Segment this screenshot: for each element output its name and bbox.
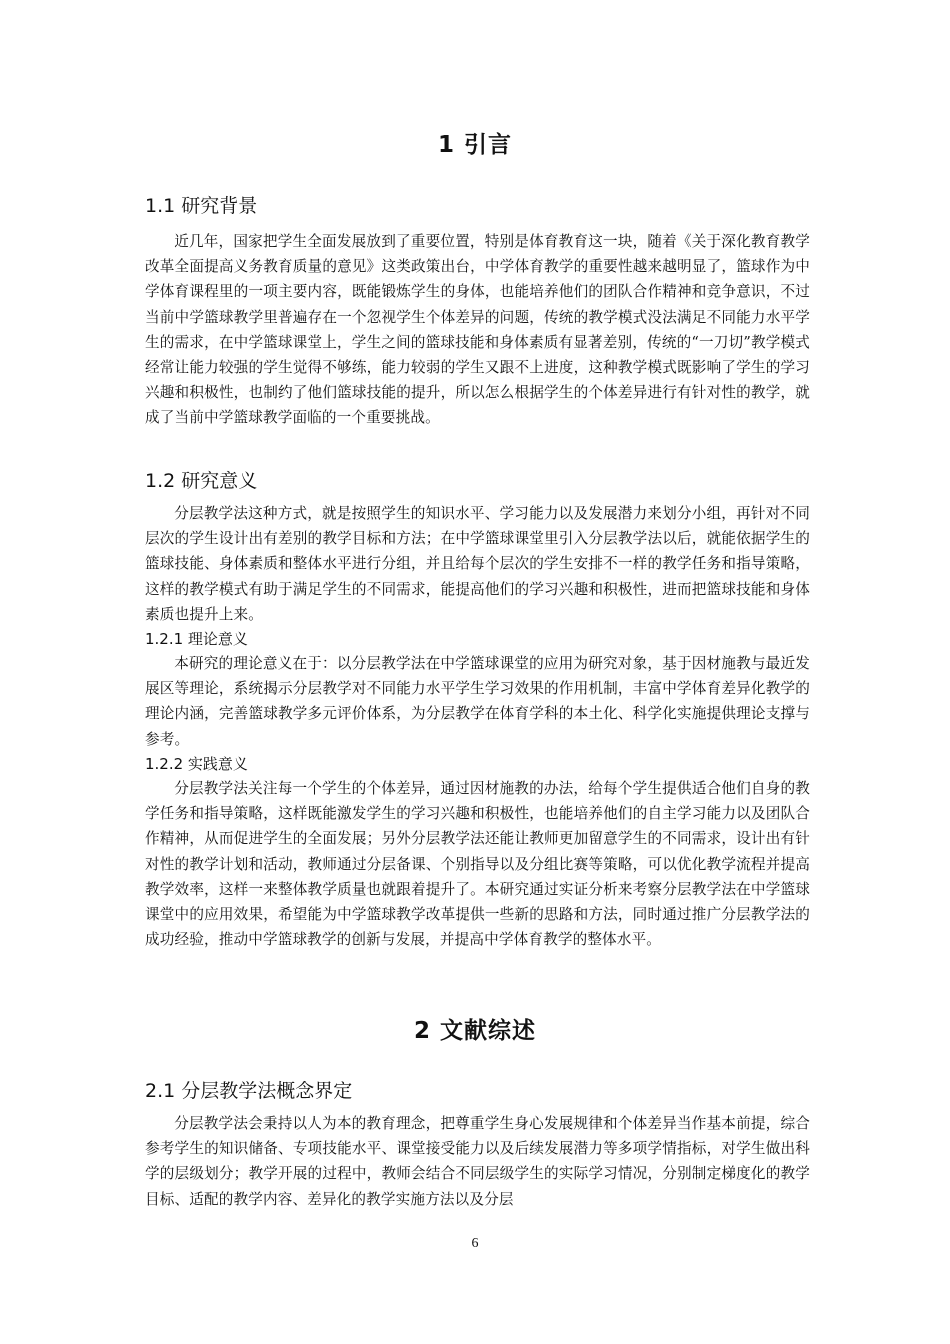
chapter-1-title: 1 引言 [437,132,512,158]
page-number: 6 [471,1236,479,1251]
section-2-1-paragraph: 分层教学法会秉持以人为本的教育理念，把尊重学生身心发展规律和个体差异当作基本前提，综合参考学生的知识储备、专项技能水平、课堂接受能力以及后续发展潜力等多项学情指标，对学生做出科学的层级划分；教学开展的过程中，教师会结合不同层级学生的实际学习情况，分别制定梯度化的教学目标、适配的教学内容、差异化的教学实施方法以及分层 [145,1115,810,1208]
section-1-1-paragraph: 近几年，国家把学生全面发展放到了重要位置，特别是体育教育这一块，随着《关于深化教育教学改革全面提高义务教育质量的意见》这类政策出台，中学体育教学的重要性越来越明显了，篮球作为中学体育课程里的一项主要内容，既能锻炼学生的身体，也能培养他们的团队合作精神和竞争意识，不过当前中学篮球教学里普遍存在一个忽视学生个体差异的问题，传统的教学模式没法满足不同能力水平学生的需求，在中学篮球课堂上，学生之间的篮球技能和身体素质有显著差别，传统的“一刀切”教学模式经常让能力较强的学生觉得不够练，能力较弱的学生又跟不上进度，这种教学模式既影响了学生的学习兴趣和积极性，也制约了他们篮球技能的提升，所以怎么根据学生的个体差异进行有针对性的教学，就成了当前中学篮球教学面临的一个重要挑战。 [145,233,810,427]
section-1-1-heading: 1.1 研究背景 [145,195,258,217]
section-1-2-1-paragraph: 本研究的理论意义在于：以分层教学法在中学篮球课堂的应用为研究对象，基于因材施教与最近发展区等理论，系统揭示分层教学对不同能力水平学生学习效果的作用机制，丰富中学体育差异化教学的理论内涵，完善篮球教学多元评价体系，为分层教学在体育学科的本土化、科学化实施提供理论支撑与参考。 [145,655,810,748]
section-1-2-2-heading: 1.2.2 实践意义 [145,755,248,773]
section-1-2-heading: 1.2 研究意义 [145,470,258,492]
section-1-2-paragraph: 分层教学法这种方式，就是按照学生的知识水平、学习能力以及发展潜力来划分小组，再针对不同层次的学生设计出有差别的教学目标和方法；在中学篮球课堂里引入分层教学法以后，就能依据学生的篮球技能、身体素质和整体水平进行分组，并且给每个层次的学生安排不一样的教学任务和指导策略，这样的教学模式有助于满足学生的不同需求，能提高他们的学习兴趣和积极性，进而把篮球技能和身体素质也提升上来。 [145,505,810,623]
chapter-2-title: 2 文献综述 [413,1018,536,1044]
section-1-2-1-heading: 1.2.1 理论意义 [145,630,248,648]
section-1-2-2-paragraph: 分层教学法关注每一个学生的个体差异，通过因材施教的办法，给每个学生提供适合他们自身的教学任务和指导策略，这样既能激发学生的学习兴趣和积极性，也能培养他们的自主学习能力以及团队合作精神，从而促进学生的全面发展；另外分层教学法还能让教师更加留意学生的不同需求，设计出有针对性的教学计划和活动，教师通过分层备课、个别指导以及分组比赛等策略，可以优化教学流程并提高教学效率，这样一来整体教学质量也就跟着提升了。本研究通过实证分析来考察分层教学法在中学篮球课堂中的应用效果，希望能为中学篮球教学改革提供一些新的思路和方法，同时通过推广分层教学法的成功经验，推动中学篮球教学的创新与发展，并提高中学体育教学的整体水平。 [145,780,810,949]
section-2-1-heading: 2.1 分层教学法概念界定 [145,1080,353,1102]
